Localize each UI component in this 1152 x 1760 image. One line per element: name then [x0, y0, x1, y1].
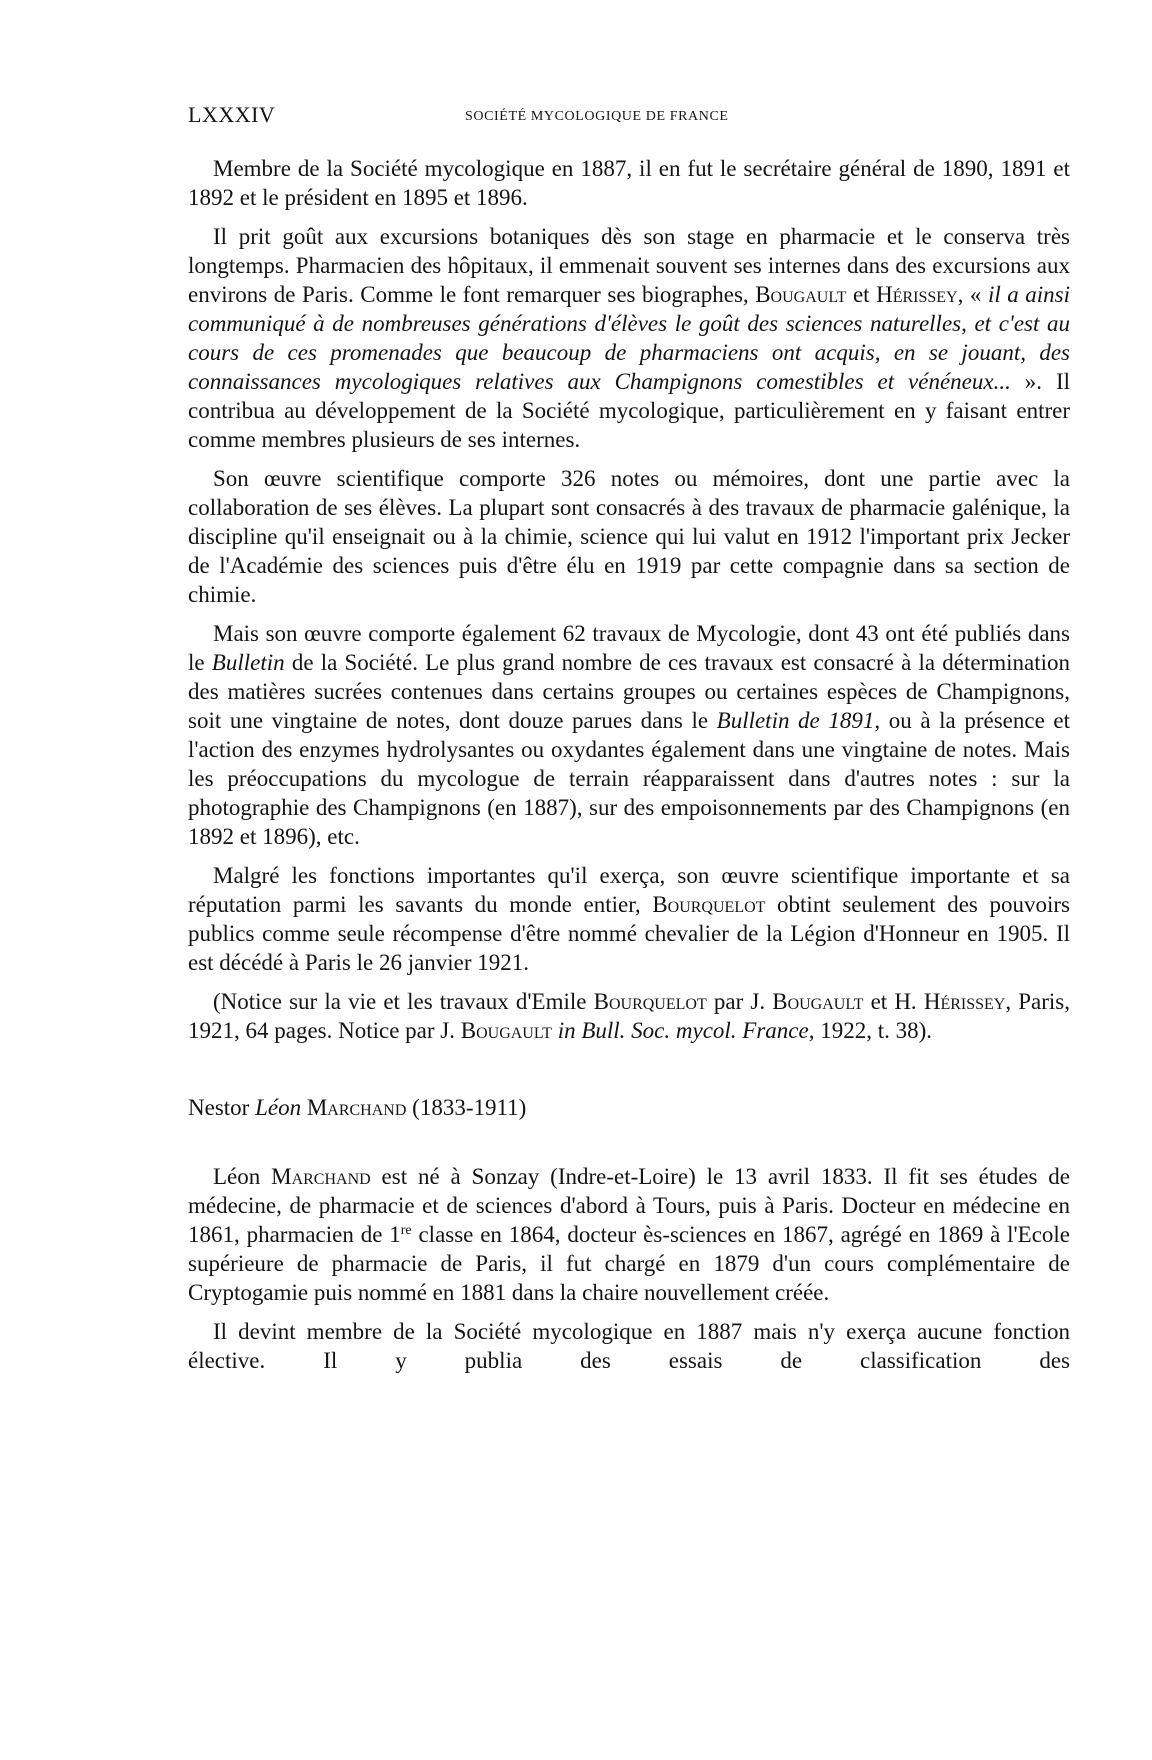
author-name: Bougault — [755, 282, 847, 307]
quotation: il a ainsi communiqué à de nombreuses générations d'élèves le goût des sciences naturelles, et c'est au cours de ces promenades que beaucoup de pharmaciens ont acquis, en se jouant, des connaissances mycologiques relatives aux Champignons comestibles et vénéneux... — [188, 282, 1071, 394]
text-run: de la Société. Le plus grand nombre de ces travaux est consacré à la détermination des matières sucrées contenues dans certains groupes ou certaines espèces de Champignons, soit une vingtaine de notes, dont douze parues dans le — [188, 650, 1070, 733]
heading-given-name: Léon — [255, 1095, 302, 1120]
text-run: par J. — [706, 989, 773, 1014]
text-run: (Notice sur la vie et les travaux d'Emile — [213, 989, 594, 1014]
person-name: Bourquelot — [593, 989, 707, 1014]
author-name: Bougault — [460, 1018, 552, 1043]
heading-dates: (1833-1911) — [406, 1095, 527, 1120]
body-text — [188, 154, 1070, 1385]
text-run: ». Il contribua au développement de la Société mycologique, particulièrement en y faisant entrer comme membres plusieurs de ses internes. — [188, 369, 1070, 452]
paragraph-excursions — [188, 222, 1070, 454]
text-run: classe en 1864, docteur ès-sciences en 1867, agrégé en 1869 à l'Ecole supérieure de pharmacie de Paris, il fut chargé en 1879 d'un cours complémentaire de Cryptogamie puis nommé en 1881 dans la chaire nouvellement créée. — [188, 1222, 1071, 1305]
page-number: LXXXIV — [188, 102, 276, 127]
journal-reference: Bulletin de 1891, — [716, 708, 881, 733]
author-name: Hérissey — [923, 989, 1006, 1014]
paragraph-references — [188, 987, 1070, 1045]
person-name: Marchand — [271, 1164, 371, 1189]
paragraph-scientific-work: Son œuvre scientifique comporte 326 notes ou mémoires, dont une partie avec la collaboration de ses élèves. La plupart sont consacrés à des travaux de pharmacie galénique, la discipline qu'il enseignait ou à la chimie, science qui lui valut en 1912 l'important prix Jecker de l'Académie des sciences puis d'être élu en 1919 par cette compagnie dans sa section de chimie. — [188, 466, 1070, 607]
text-run: et — [846, 282, 877, 307]
text-run: et H. — [863, 989, 924, 1014]
text-run: , Paris, 1921, 64 pages. Notice par J. — [188, 989, 1070, 1043]
text-run: , « — [957, 282, 988, 307]
journal-title: SOCIÉTÉ MYCOLOGIQUE DE FRANCE — [465, 109, 729, 124]
text-run: est né à Sonzay (Indre-et-Loire) le 13 avril 1833. Il fit ses études de médecine, de pharmacie et de sciences d'abord à Tours, puis à Paris. Docteur en médecine en 1861, pharmacien de 1 — [188, 1164, 1070, 1247]
paragraph-society-membership: Il devint membre de la Société mycologique en 1887 mais n'y exerça aucune fonction élective. Il y publia des essais de classification des — [188, 1319, 1070, 1373]
ordinal-superscript: re — [400, 1223, 412, 1238]
text-run: 1922, t. 38). — [814, 1018, 933, 1043]
paragraph-mycology-work — [188, 619, 1070, 851]
text-run: Il prit goût aux excursions botaniques dès son stage en pharmacie et le conserva très longtemps. Pharmacien des hôpitaux, il emmenait souvent ses internes dans des excursions aux environs de Paris. Comme le font remarquer ses biographes, — [188, 224, 1070, 307]
text-run: Malgré les fonctions importantes qu'il exerça, son œuvre scientifique importante et sa réputation parmi les savants du monde entier, — [188, 863, 1070, 917]
paragraph-honours — [188, 861, 1070, 977]
author-name: Bougault — [772, 989, 864, 1014]
running-header — [188, 102, 1070, 132]
journal-reference: in Bull. Soc. mycol. France, — [557, 1018, 815, 1043]
heading-first-name: Nestor — [188, 1095, 256, 1120]
text-run: Mais son œuvre comporte également 62 travaux de Mycologie, dont 43 ont été publiés dans le — [188, 621, 1070, 675]
author-name: Hérissey — [876, 282, 958, 307]
section-heading — [188, 1093, 1070, 1122]
paragraph-membership: Membre de la Société mycologique en 1887, il en fut le secrétaire général de 1890, 1891 et 1892 et le président en 1895 et 1896. — [188, 156, 1070, 210]
text-run: ou à la présence et l'action des enzymes hydrolysantes ou oxydantes également dans une vingtaine de notes. Mais les préoccupations du mycologue de terrain réapparaissent dans d'autres notes : sur la photographie des Champignons (en 1887), sur des empoisonnements par des Champignons (en 1892 et 1896), etc. — [188, 708, 1070, 849]
journal-reference: Bulletin — [211, 650, 285, 675]
person-name: Bourquelot — [652, 892, 766, 917]
paragraph-biography — [188, 1162, 1070, 1307]
heading-surname: Marchand — [306, 1095, 407, 1120]
text-run: obtint seulement des pouvoirs publics comme seule récompense d'être nommé chevalier de la Légion d'Honneur en 1905. Il est décédé à Paris le 26 janvier 1921. — [188, 892, 1070, 975]
text-run: Léon — [213, 1164, 272, 1189]
